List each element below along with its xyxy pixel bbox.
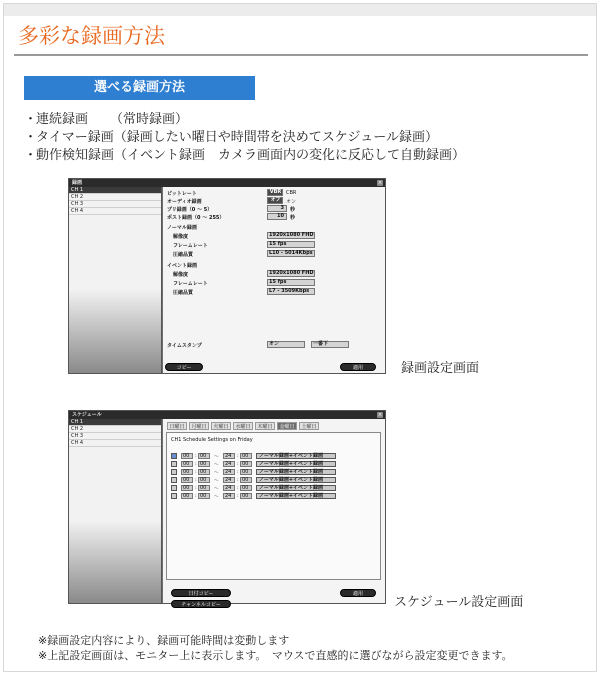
normal-framerate-select[interactable]: 15 fps — [267, 241, 315, 248]
time-colon: : — [195, 485, 197, 491]
audio-on-option[interactable]: オン — [286, 199, 297, 205]
close-icon[interactable]: × — [377, 180, 383, 186]
event-resolution-label: 解像度 — [173, 272, 189, 278]
list-item — [24, 111, 465, 129]
footnotes — [38, 633, 513, 663]
schedule-settings-screen — [68, 410, 386, 608]
day-copy-button[interactable]: 日付コピー — [171, 589, 231, 597]
channel-item[interactable]: CH 1 — [69, 187, 161, 194]
time-range-tilde: ～ — [214, 470, 220, 476]
list-item — [24, 147, 465, 165]
time-colon: : — [237, 477, 239, 483]
schedule-panel — [163, 419, 385, 608]
tab-saturday[interactable]: 土曜日 — [299, 422, 319, 430]
time-range-tilde: ～ — [214, 462, 220, 468]
close-icon[interactable]: × — [377, 412, 383, 418]
post-record-label: ポスト録画（0 ～ 255） — [167, 215, 225, 221]
schedule-screen-caption: スケジュール設定画面 — [394, 595, 524, 610]
tab-tuesday[interactable]: 火曜日 — [211, 422, 231, 430]
post-record-unit: 秒 — [290, 215, 296, 221]
tab-thursday[interactable]: 木曜日 — [255, 422, 275, 430]
schedule-row-checkbox[interactable] — [171, 477, 177, 483]
channel-item[interactable]: CH 4 — [69, 208, 161, 215]
end-minute-select[interactable]: 00 — [240, 461, 252, 467]
start-hour-select[interactable]: 00 — [181, 453, 193, 459]
event-record-heading: イベント録画 — [167, 263, 198, 269]
end-minute-select[interactable]: 00 — [240, 477, 252, 483]
pre-record-unit: 秒 — [290, 207, 296, 213]
time-range-tilde: ～ — [214, 478, 220, 484]
tab-monday[interactable]: 月曜日 — [189, 422, 209, 430]
channel-copy-button[interactable]: チャンネルコピー — [171, 600, 231, 608]
bullet-marker: ・ — [24, 148, 38, 163]
bitrate-vbr-option[interactable]: VBR — [267, 189, 283, 196]
pre-record-label: プリ録画（0 ～ 5） — [167, 207, 213, 213]
time-colon: : — [237, 453, 239, 459]
audio-label: オーディオ録画 — [167, 199, 202, 205]
schedule-heading: CH1 Schedule Settings on Friday — [171, 437, 253, 443]
apply-button[interactable]: 適用 — [340, 589, 376, 597]
end-hour-select[interactable]: 24 — [223, 469, 235, 475]
record-mode-select[interactable]: ノーマル録画+イベント録画 — [256, 493, 336, 499]
start-minute-select[interactable]: 00 — [198, 485, 210, 491]
end-hour-select[interactable]: 24 — [223, 477, 235, 483]
schedule-box — [166, 432, 381, 580]
bullet-marker: ・ — [24, 112, 38, 127]
event-quality-select[interactable]: L7 - 3509Kbps — [267, 288, 315, 295]
start-hour-select[interactable]: 00 — [181, 469, 193, 475]
window-title: スケジュール — [69, 411, 385, 419]
method-label: 連続録画 — [36, 112, 89, 127]
record-mode-select[interactable]: ノーマル録画+イベント録画 — [256, 469, 336, 475]
time-colon: : — [195, 453, 197, 459]
time-colon: : — [237, 493, 239, 499]
apply-button[interactable]: 適用 — [340, 363, 376, 371]
window-title: 録画 — [69, 179, 385, 187]
record-mode-select[interactable]: ノーマル録画+イベント録画 — [256, 453, 336, 459]
start-minute-select[interactable]: 00 — [198, 493, 210, 499]
method-label: 動作検知録画 — [36, 148, 115, 163]
end-hour-select[interactable]: 24 — [223, 485, 235, 491]
timestamp-toggle[interactable]: オン — [267, 341, 305, 348]
timestamp-label: タイムスタンプ — [167, 343, 202, 349]
audio-off-option[interactable]: オフ — [267, 197, 283, 204]
record-screen-caption: 録画設定画面 — [401, 361, 480, 376]
start-hour-select[interactable]: 00 — [181, 493, 193, 499]
method-detail: （録画したい曜日や時間帯を決めてスケジュール録画） — [113, 130, 438, 145]
normal-framerate-label: フレームレート — [173, 243, 208, 249]
schedule-row-checkbox[interactable] — [171, 469, 177, 475]
method-detail: （常時録画） — [110, 112, 189, 127]
bullet-marker: ・ — [24, 130, 38, 145]
time-colon: : — [195, 461, 197, 467]
record-mode-select[interactable]: ノーマル録画+イベント録画 — [256, 485, 336, 491]
record-settings-screen — [68, 178, 386, 374]
top-band — [4, 4, 596, 16]
title-divider — [14, 54, 588, 56]
time-range-tilde: ～ — [214, 494, 220, 500]
time-colon: : — [237, 469, 239, 475]
pre-record-input[interactable]: 3 — [267, 205, 287, 212]
event-quality-label: 圧縮品質 — [173, 290, 194, 296]
footnote: ※上記設定画面は、モニター上に表示します。 マウスで直感的に選びながら設定変更できます。 — [38, 649, 513, 662]
channel-list — [69, 187, 162, 373]
end-hour-select[interactable]: 24 — [223, 493, 235, 499]
method-label: タイマー録画 — [36, 130, 114, 145]
record-mode-select[interactable]: ノーマル録画+イベント録画 — [256, 461, 336, 467]
schedule-row-checkbox[interactable] — [171, 461, 177, 467]
start-minute-select[interactable]: 00 — [198, 461, 210, 467]
normal-resolution-label: 解像度 — [173, 234, 189, 240]
start-hour-select[interactable]: 00 — [181, 477, 193, 483]
schedule-row-checkbox[interactable] — [171, 493, 177, 499]
start-hour-select[interactable]: 00 — [181, 485, 193, 491]
end-minute-select[interactable]: 00 — [240, 453, 252, 459]
tab-wednesday[interactable]: 水曜日 — [233, 422, 253, 430]
time-colon: : — [237, 461, 239, 467]
schedule-row-checkbox[interactable] — [171, 485, 177, 491]
normal-record-heading: ノーマル録画 — [167, 225, 197, 231]
bitrate-label: ビットレート — [167, 191, 197, 197]
time-colon: : — [237, 485, 239, 491]
list-item — [24, 129, 465, 147]
start-minute-select[interactable]: 00 — [198, 469, 210, 475]
method-detail: （イベント録画 カメラ画面内の変化に反応して自動録画） — [114, 148, 466, 163]
event-framerate-label: フレームレート — [173, 281, 208, 287]
method-list — [24, 111, 465, 165]
record-settings-panel — [163, 187, 385, 373]
channel-item[interactable]: CH 4 — [69, 440, 161, 447]
post-record-input[interactable]: 10 — [267, 213, 287, 220]
end-hour-select[interactable]: 24 — [223, 461, 235, 467]
channel-list — [69, 419, 162, 603]
time-colon: : — [195, 469, 197, 475]
normal-resolution-select[interactable]: 1920x1080 FHD — [269, 232, 314, 238]
section-heading: 選べる録画方法 — [24, 76, 255, 100]
time-range-tilde: ～ — [214, 486, 220, 492]
footnote: ※録画設定内容により、録画可能時間は変動します — [38, 634, 290, 647]
end-hour-select[interactable]: 24 — [223, 453, 235, 459]
tab-friday[interactable]: 金曜日 — [277, 422, 297, 430]
end-minute-select[interactable]: 00 — [240, 493, 252, 499]
start-minute-select[interactable]: 00 — [198, 453, 210, 459]
start-minute-select[interactable]: 00 — [198, 477, 210, 483]
page-title: 多彩な録画方法 — [18, 24, 165, 48]
bitrate-cbr-option[interactable]: CBR — [286, 190, 297, 196]
event-framerate-select[interactable]: 15 fps — [267, 279, 315, 286]
end-minute-select[interactable]: 00 — [240, 485, 252, 491]
channel-item[interactable]: CH 2 — [69, 194, 161, 201]
start-hour-select[interactable]: 00 — [181, 461, 193, 467]
time-range-tilde: ～ — [214, 454, 220, 460]
normal-quality-select[interactable]: L10 - 5014Kbps — [267, 250, 315, 257]
schedule-row-checkbox[interactable] — [171, 453, 177, 459]
channel-item[interactable]: CH 1 — [69, 419, 161, 426]
channel-item[interactable]: CH 3 — [69, 201, 161, 208]
time-colon: : — [195, 477, 197, 483]
normal-quality-label: 圧縮品質 — [173, 252, 194, 258]
time-colon: : — [195, 493, 197, 499]
event-resolution-select[interactable]: 1920x1080 FHD — [269, 270, 314, 276]
end-minute-select[interactable]: 00 — [240, 469, 252, 475]
channel-item[interactable]: CH 2 — [69, 426, 161, 433]
channel-item[interactable]: CH 3 — [69, 433, 161, 440]
record-mode-select[interactable]: ノーマル録画+イベント録画 — [256, 477, 336, 483]
timestamp-position-select[interactable]: 一番下 — [311, 341, 349, 348]
tab-sunday[interactable]: 日曜日 — [167, 422, 187, 430]
copy-button[interactable]: コピー — [165, 363, 203, 371]
